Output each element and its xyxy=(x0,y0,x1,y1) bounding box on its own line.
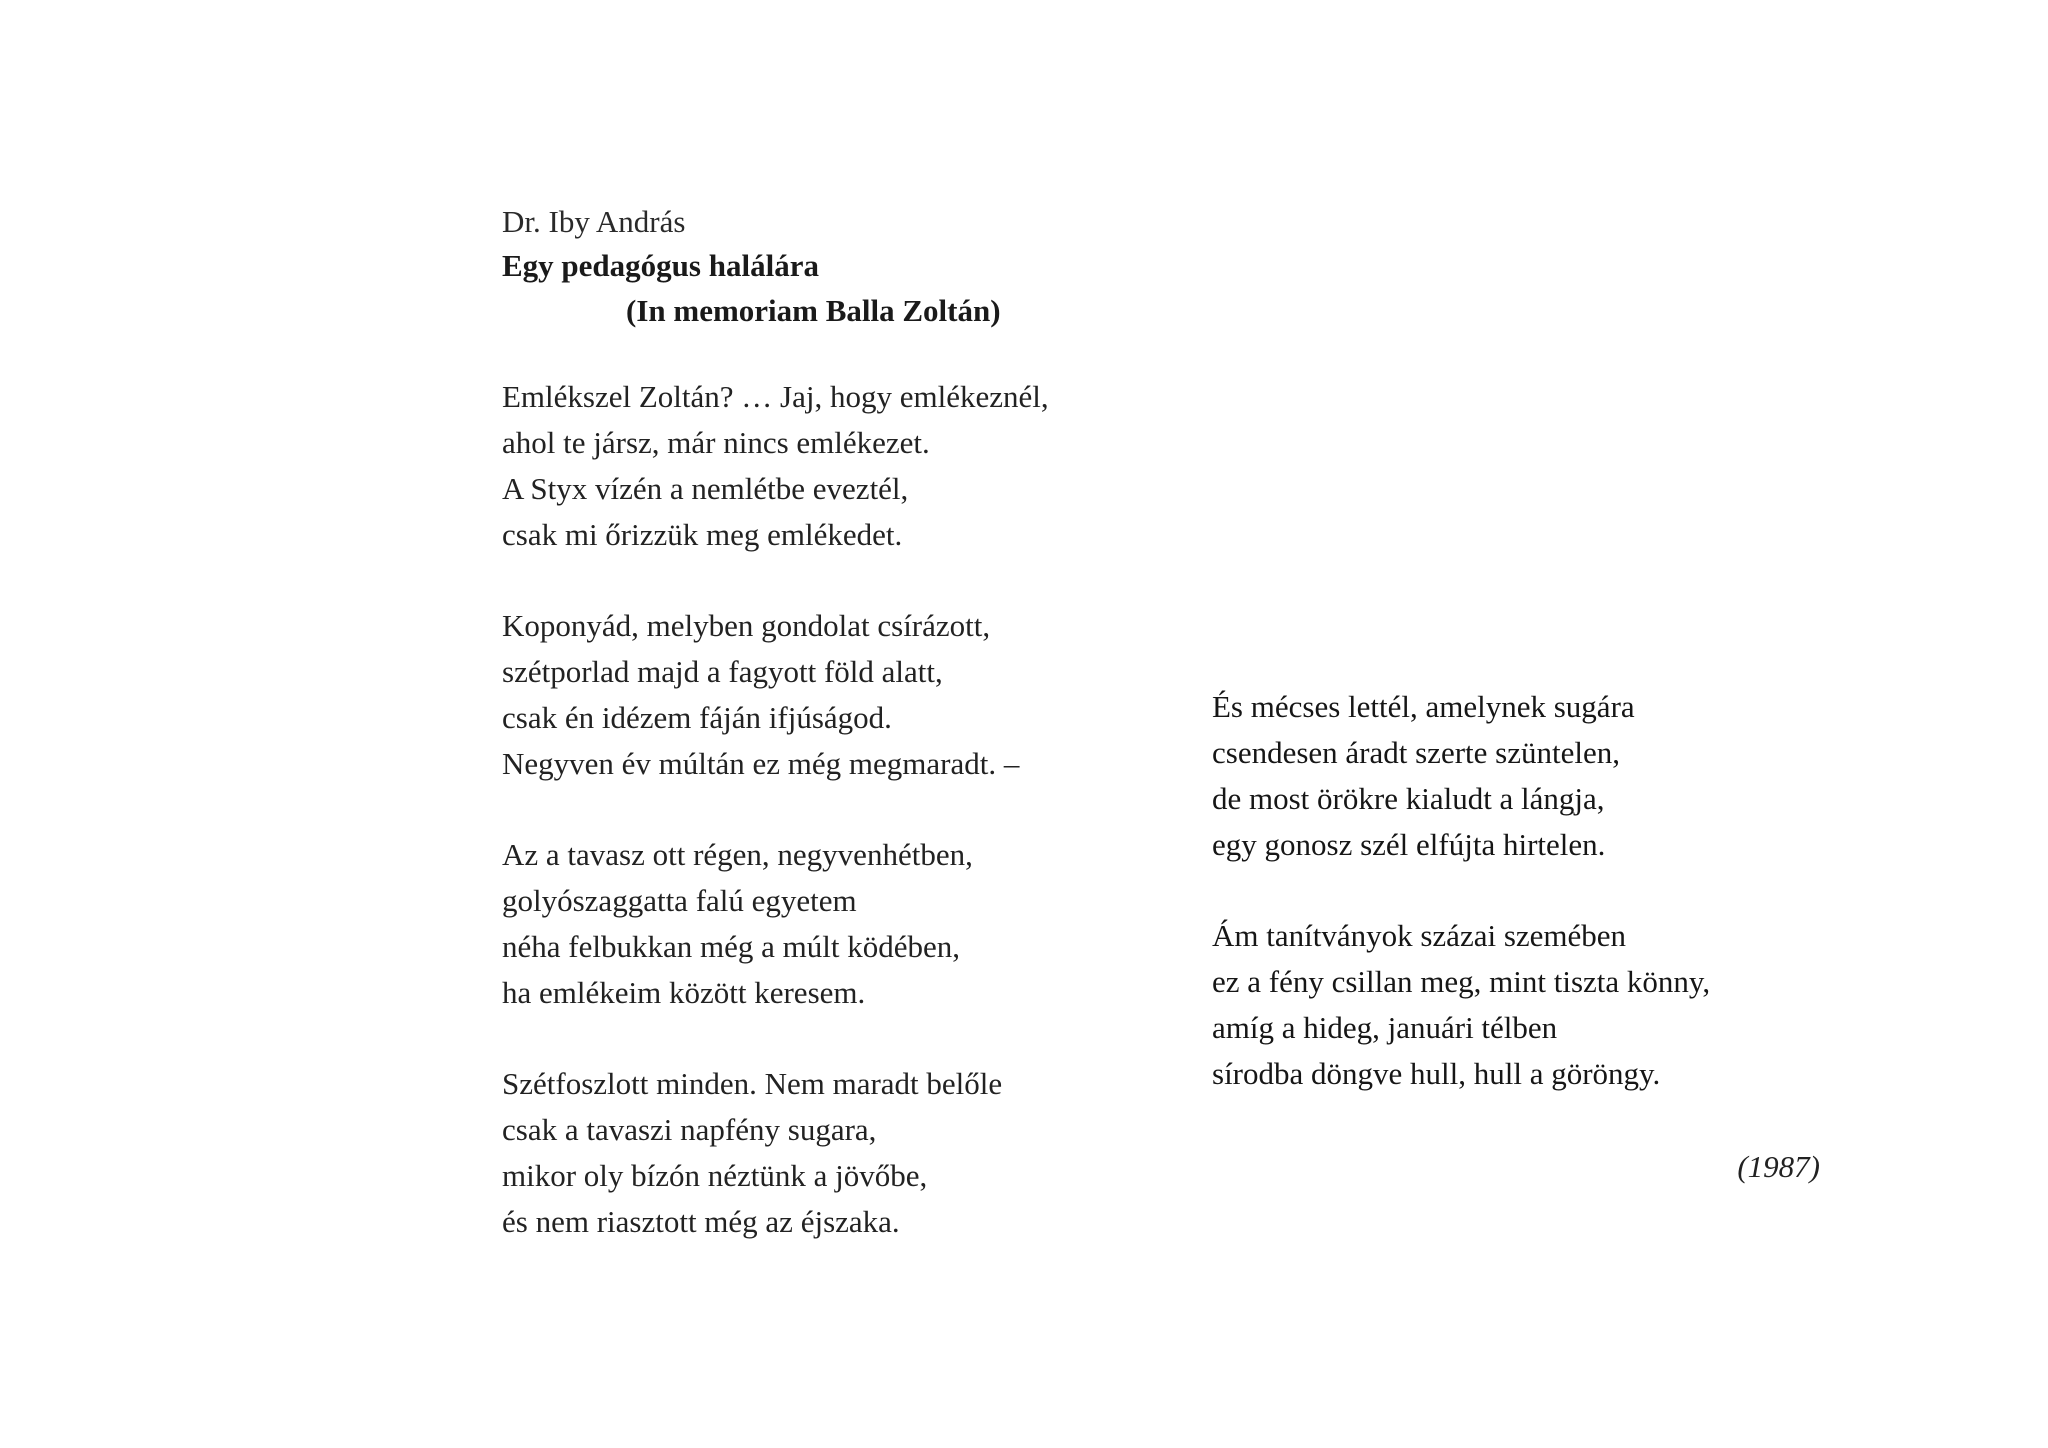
poem-line: és nem riasztott még az éjszaka. xyxy=(502,1204,900,1239)
poem-line: de most örökre kialudt a lángja, xyxy=(1212,781,1605,816)
stanza-2 xyxy=(502,603,1142,787)
poem-line: néha felbukkan még a múlt ködében, xyxy=(502,929,960,964)
poem-line: Szétfoszlott minden. Nem maradt belőle xyxy=(502,1066,1003,1101)
poem-line: ez a fény csillan meg, mint tiszta könny, xyxy=(1212,964,1711,999)
poem-line: Az a tavasz ott régen, negyvenhétben, xyxy=(502,837,973,872)
poem-line: Ám tanítványok százai szemében xyxy=(1212,918,1627,953)
stanza-4 xyxy=(502,1061,1142,1245)
poem-line: mikor oly bízón néztünk a jövőbe, xyxy=(502,1158,928,1193)
poem-line: csak én idézem fáján ifjúságod. xyxy=(502,700,892,735)
poem-header xyxy=(502,200,1202,334)
poem-line: amíg a hideg, januári télben xyxy=(1212,1010,1558,1045)
poem-line: sírodba döngve hull, hull a göröngy. xyxy=(1212,1056,1661,1091)
poem-line: Negyven év múltán ez még megmaradt. – xyxy=(502,746,1020,781)
poem-title: Egy pedagógus halálára xyxy=(502,248,819,283)
stanza-5 xyxy=(1212,684,1852,868)
poem-line: Koponyád, melyben gondolat csírázott, xyxy=(502,608,991,643)
poem-dedication: (In memoriam Balla Zoltán) xyxy=(626,293,1001,328)
poem-line: csak a tavaszi napfény sugara, xyxy=(502,1112,877,1147)
poem-line: csendesen áradt szerte szüntelen, xyxy=(1212,735,1620,770)
stanza-6 xyxy=(1212,913,1852,1097)
poem-left-column xyxy=(502,374,1142,1290)
poem-line: csak mi őrizzük meg emlékedet. xyxy=(502,517,903,552)
poem-right-column xyxy=(1212,684,1852,1142)
poem-line: A Styx vízén a nemlétbe eveztél, xyxy=(502,471,909,506)
poem-line: Emlékszel Zoltán? … Jaj, hogy emlékeznél, xyxy=(502,379,1049,414)
poem-year: (1987) xyxy=(1737,1149,1820,1184)
poem-line: szétporlad majd a fagyott föld alatt, xyxy=(502,654,943,689)
stanza-1 xyxy=(502,374,1142,558)
stanza-3 xyxy=(502,832,1142,1016)
poem-line: egy gonosz szél elfújta hirtelen. xyxy=(1212,827,1606,862)
poem-author: Dr. Iby András xyxy=(502,204,686,239)
poem-line: És mécses lettél, amelynek sugára xyxy=(1212,689,1635,724)
poem-line: ha emlékeim között keresem. xyxy=(502,975,866,1010)
poem-line: golyószaggatta falú egyetem xyxy=(502,883,857,918)
poem-line: ahol te jársz, már nincs emlékezet. xyxy=(502,425,930,460)
